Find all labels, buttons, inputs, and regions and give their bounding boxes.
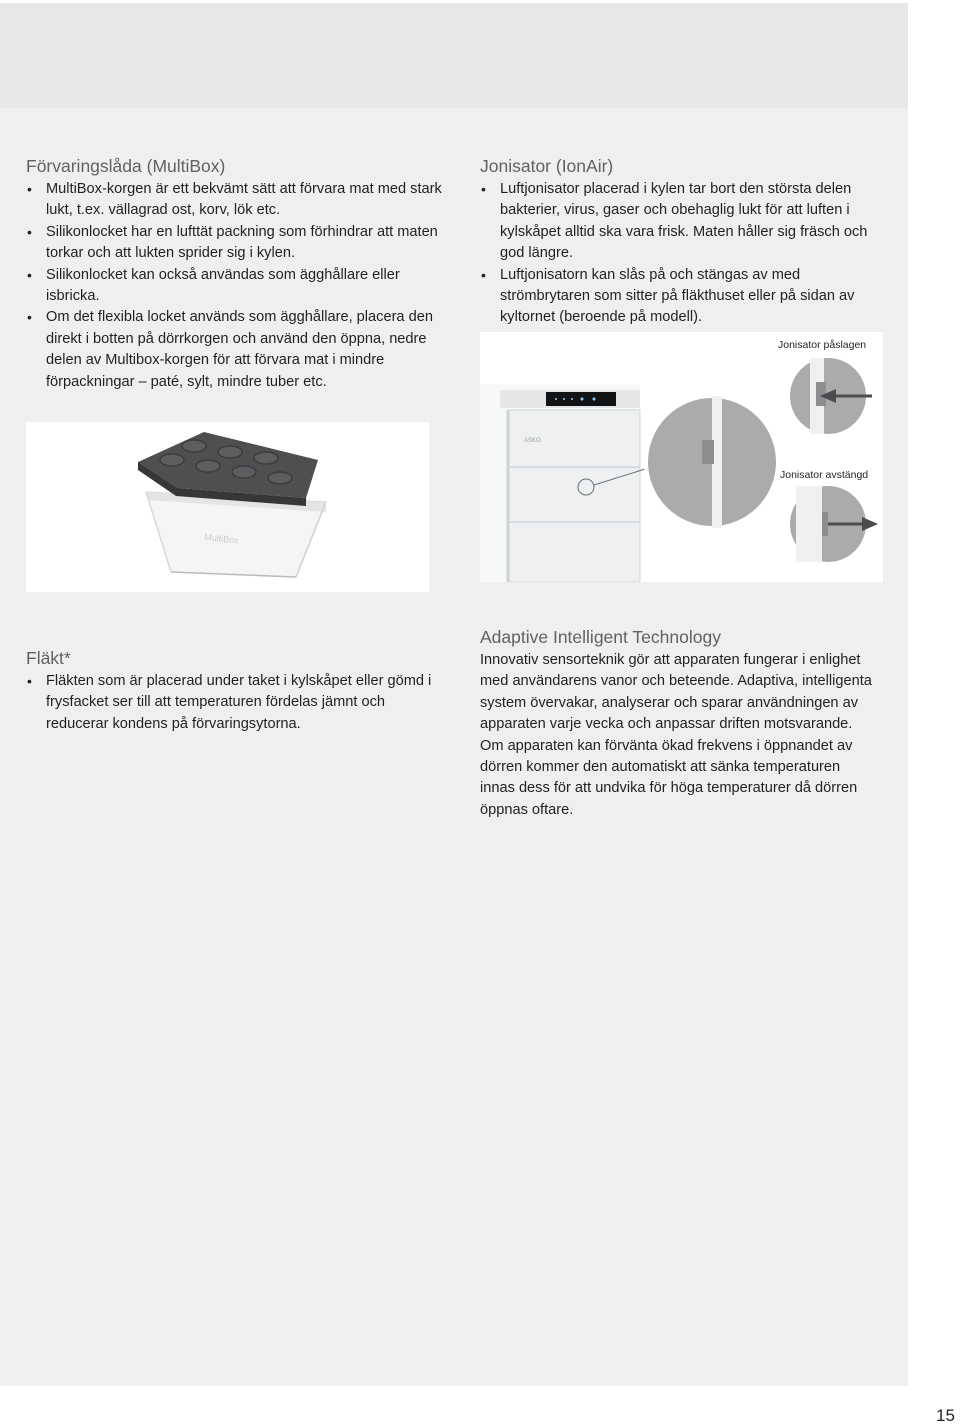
fan-bullet-list <box>26 671 446 735</box>
adaptive-section <box>480 626 890 821</box>
fan-heading: Fläkt* <box>26 648 71 668</box>
multibox-bullet: • Om det flexibla locket används som ägghållare, placera den direkt i botten på dörrkorgen och använd den öppna, nedre delen av Multibox-korgen för att förvara mat i mindre förpackningar – paté, sylt, mindre tuber etc. <box>26 307 446 393</box>
ionizer-bullet: • Luftjonisatorn kan slås på och stängas av med strömbrytaren som sitter på fläkthuset eller på sidan av kyltornet (beroende på modell). <box>480 265 890 329</box>
multibox-bullet-list <box>26 179 446 393</box>
fridge-ionizer-illustration <box>480 332 883 582</box>
fridge-brand-mark: ASKO <box>524 438 541 444</box>
multibox-illustration <box>26 422 429 592</box>
ionizer-bullet: • Luftjonisator placerad i kylen tar bort den största delen bakterier, virus, gaser och obehaglig lukt för att luften i kylskåpet alltid ska vara frisk. Maten håller sig fräsch och god längre. <box>480 179 890 265</box>
ionizer-on-label: Jonisator påslagen <box>778 339 867 351</box>
multibox-bullet: • MultiBox-korgen är ett bekvämt sätt att förvara mat med stark lukt, t.ex. vällagrad ost, korv, lök etc. <box>26 179 446 222</box>
multibox-figure <box>26 422 429 592</box>
page-number: 15 <box>936 1406 955 1425</box>
multibox-section <box>26 155 446 393</box>
multibox-embossed-label: MultiBox <box>203 532 240 546</box>
fan-section <box>26 647 446 735</box>
ionizer-bullet-list <box>480 179 890 329</box>
fan-bullet: • Fläkten som är placerad under taket i kylskåpet eller gömd i frysfacket ser till att temperaturen fördelas jämnt och reducerar kondens på förvaringsytorna. <box>26 671 446 735</box>
ionizer-section <box>480 155 890 329</box>
ionizer-heading: Jonisator (IonAir) <box>480 156 614 176</box>
multibox-bullet: • Silikonlocket kan också användas som ägghållare eller isbricka. <box>26 265 446 308</box>
adaptive-heading: Adaptive Intelligent Technology <box>480 627 721 647</box>
header-band <box>0 3 908 108</box>
ionizer-figure <box>480 332 883 582</box>
adaptive-body: Innovativ sensorteknik gör att apparaten fungerar i enlighet med användarens vanor och beteende. Adaptiva, intelligenta system övervakar, analyserar och sparar användningen av apparaten varje vecka och anpassar driften motsvarande. Om apparaten kan förvänta ökad frekvens i öppnandet av dörren kommer den automatiskt att sänka temperaturen innas dess för att undvika för höga temperaturer då dörren öppnas oftare. <box>480 652 872 818</box>
ionizer-off-label: Jonisator avstängd <box>780 469 869 481</box>
multibox-bullet: • Silikonlocket har en lufttät packning som förhindrar att maten torkar och att lukten sprider sig i kylen. <box>26 222 446 265</box>
multibox-heading: Förvaringslåda (MultiBox) <box>26 156 226 176</box>
